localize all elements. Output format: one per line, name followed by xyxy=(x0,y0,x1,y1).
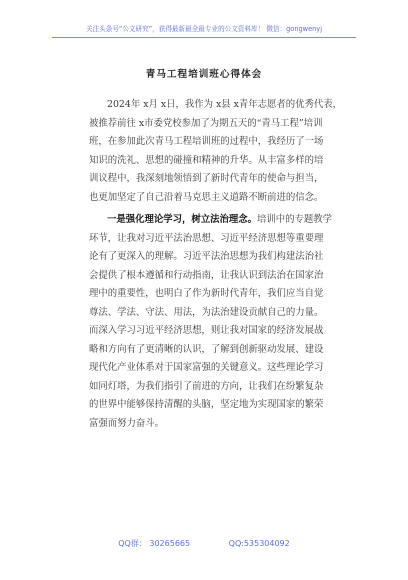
text-line: 富强而努力奋斗。 xyxy=(89,417,165,429)
text-line: 会提供了根本遵循和行动指南，让我认识到法治在国家治 xyxy=(89,269,324,281)
footer-qq-group: QQ群： 30265665 xyxy=(118,539,191,548)
paragraph-intro xyxy=(89,96,343,207)
text-line: 的世界中能够保持清醒的头脑，坚定地为实现国家的繁荣 xyxy=(89,399,324,410)
text-line: 略和方向有了更清晰的认识，了解到创新驱动发展、建设 xyxy=(89,343,324,355)
footer-contact xyxy=(0,538,408,549)
document-title: 青马工程培训班心得体会 xyxy=(145,69,263,80)
text-line: 班，在参加此次青马工程培训班的过程中，我经历了一场 xyxy=(89,136,324,147)
text-line: 训议程中，我深刻地领悟到了新时代青年的使命与担当， xyxy=(89,173,324,184)
text-line: 2024年 x月 x日，我作为 x县 x青年志愿者的优秀代表， xyxy=(107,99,343,110)
text-line: 被推荐前往 x市委党校参加了为期五天的“青马工程”培训 xyxy=(89,117,323,129)
text-span: 培训中的专题教学 xyxy=(257,214,333,225)
text-line: 也更加坚定了自己沿着马克思主义道路不断前进的信念。 xyxy=(89,191,324,203)
header-promo-note: 关注头条号“公文研究”，获得最新最全最专业的公文资料库！ 微信：gongwenyj xyxy=(85,25,323,33)
text-line: 环节，让我对习近平法治思想、习近平经济思想等重要理 xyxy=(89,232,324,244)
document-body xyxy=(89,96,343,433)
section-heading: 一是强化理论学习，树立法治理念。 xyxy=(107,214,258,225)
text-line: 尊法、学法、守法、用法，为法治建设贡献自己的力量。 xyxy=(89,306,324,318)
paragraph-theory-study xyxy=(89,211,339,433)
text-line: 如同灯塔，为我们指引了前进的方向，让我们在纷繁复杂 xyxy=(89,380,324,392)
text-line: 现代化产业体系对于国家富强的关键意义。这些理论学习 xyxy=(89,362,324,373)
text-line: 知识的洗礼、思想的碰撞和精神的升华。从丰富多样的培 xyxy=(89,154,324,166)
text-line xyxy=(89,211,339,230)
text-line: 理中的重要性，也明白了作为新时代青年，我们应当自觉 xyxy=(89,288,324,299)
text-line: 而深入学习习近平经济思想，则让我对国家的经济发展战 xyxy=(89,325,324,336)
footer-qq: QQ:535304092 xyxy=(228,539,290,548)
text-line: 论有了更深入的理解。习近平法治思想为我们构建法治社 xyxy=(89,251,324,262)
header-divider xyxy=(52,37,356,38)
